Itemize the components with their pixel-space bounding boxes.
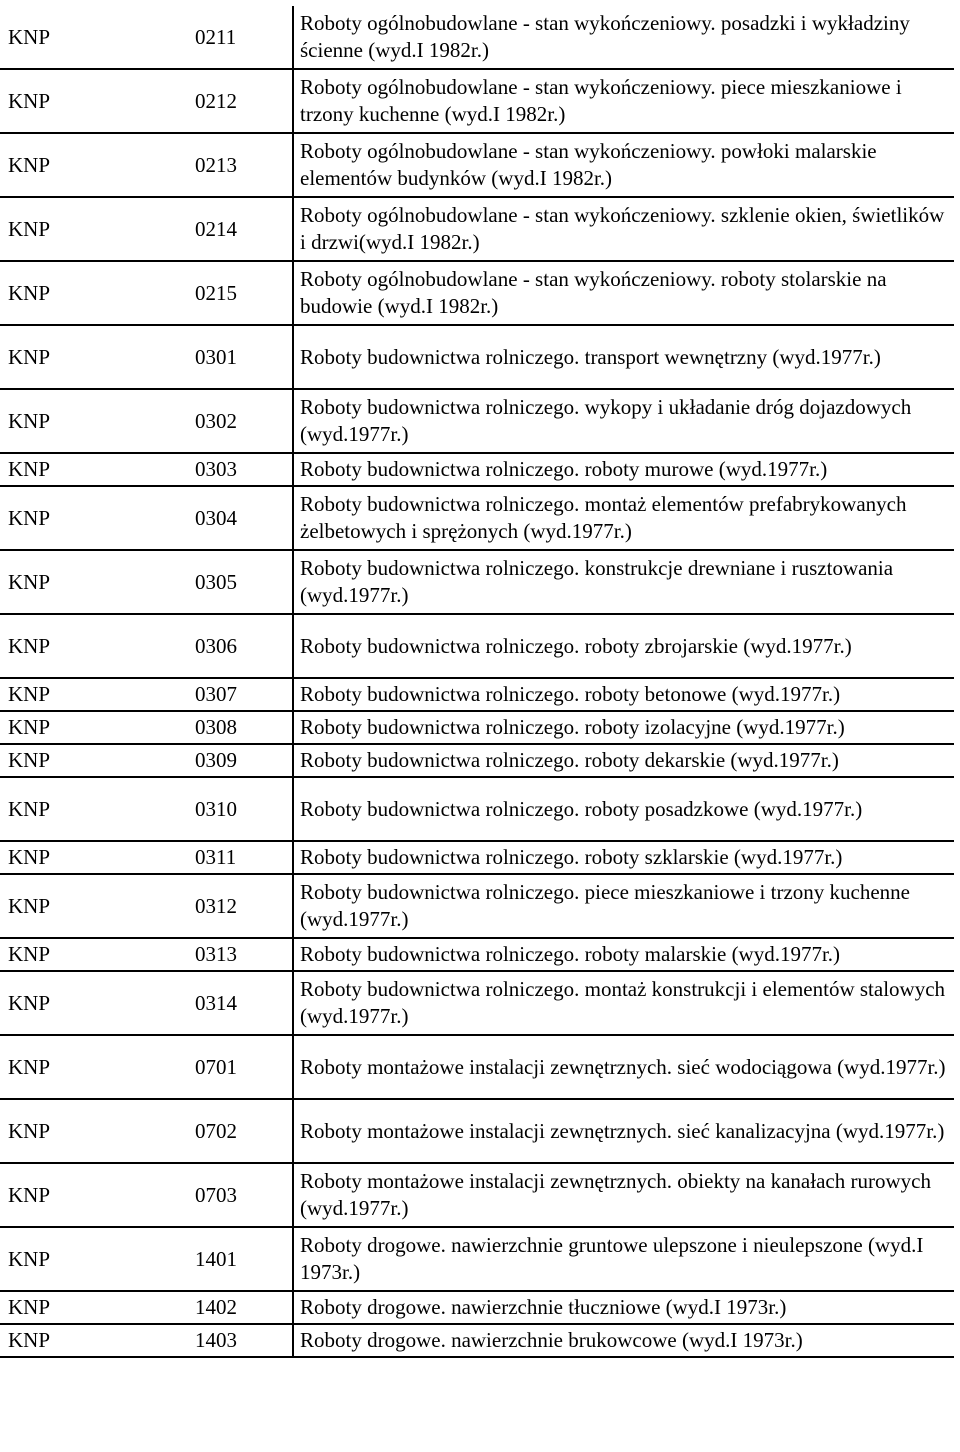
catalogue-type-cell: KNP: [0, 1324, 195, 1357]
catalogue-type-cell: KNP: [0, 6, 195, 69]
catalogue-description-cell: Roboty budownictwa rolniczego. roboty betonowe (wyd.1977r.): [293, 678, 954, 711]
catalogue-type-cell: KNP: [0, 744, 195, 777]
catalogue-code-cell: 0311: [195, 841, 293, 874]
catalogue-code-cell: 0214: [195, 197, 293, 261]
catalogue-code-cell: 0703: [195, 1163, 293, 1227]
table-row: [0, 550, 954, 614]
table-body: [0, 6, 954, 1357]
catalogue-code-cell: 0301: [195, 325, 293, 389]
catalogue-type-cell: KNP: [0, 389, 195, 453]
catalogue-description-cell: Roboty budownictwa rolniczego. roboty posadzkowe (wyd.1977r.): [293, 777, 954, 841]
catalogue-type-cell: KNP: [0, 133, 195, 197]
table-row: [0, 133, 954, 197]
catalogue-description-cell: Roboty montażowe instalacji zewnętrznych. sieć kanalizacyjna (wyd.1977r.): [293, 1099, 954, 1163]
catalogue-description-cell: Roboty ogólnobudowlane - stan wykończeniowy. posadzki i wykładziny ścienne (wyd.I 1982r.): [293, 6, 954, 69]
catalogue-code-cell: 0310: [195, 777, 293, 841]
catalogue-description-cell: Roboty budownictwa rolniczego. roboty zbrojarskie (wyd.1977r.): [293, 614, 954, 678]
table-row: [0, 841, 954, 874]
catalogue-description-cell: Roboty montażowe instalacji zewnętrznych. obiekty na kanałach rurowych (wyd.1977r.): [293, 1163, 954, 1227]
catalogue-code-cell: 0314: [195, 971, 293, 1035]
catalogue-code-cell: 0306: [195, 614, 293, 678]
catalogue-description-cell: Roboty budownictwa rolniczego. konstrukcje drewniane i rusztowania (wyd.1977r.): [293, 550, 954, 614]
catalogue-type-cell: KNP: [0, 777, 195, 841]
table-row: [0, 614, 954, 678]
table-row: [0, 197, 954, 261]
catalogue-code-cell: 1401: [195, 1227, 293, 1291]
catalogue-code-cell: 0213: [195, 133, 293, 197]
catalogue-description-cell: Roboty budownictwa rolniczego. transport wewnętrzny (wyd.1977r.): [293, 325, 954, 389]
table-row: [0, 711, 954, 744]
catalogue-code-cell: 0701: [195, 1035, 293, 1099]
catalogue-type-cell: KNP: [0, 971, 195, 1035]
catalogue-type-cell: KNP: [0, 1163, 195, 1227]
catalogue-description-cell: Roboty drogowe. nawierzchnie gruntowe ulepszone i nieulepszone (wyd.I 1973r.): [293, 1227, 954, 1291]
catalogue-type-cell: KNP: [0, 69, 195, 133]
catalogue-type-cell: KNP: [0, 614, 195, 678]
catalogue-code-cell: 0304: [195, 486, 293, 550]
catalogue-description-cell: Roboty budownictwa rolniczego. roboty izolacyjne (wyd.1977r.): [293, 711, 954, 744]
table-row: [0, 1035, 954, 1099]
catalogue-code-cell: 0312: [195, 874, 293, 938]
table-row: [0, 1163, 954, 1227]
catalogue-description-cell: Roboty drogowe. nawierzchnie brukowcowe (wyd.I 1973r.): [293, 1324, 954, 1357]
catalogue-type-cell: KNP: [0, 261, 195, 325]
catalogue-description-cell: Roboty ogólnobudowlane - stan wykończeniowy. roboty stolarskie na budowie (wyd.I 1982r.): [293, 261, 954, 325]
catalogue-description-cell: Roboty budownictwa rolniczego. piece mieszkaniowe i trzony kuchenne (wyd.1977r.): [293, 874, 954, 938]
catalogue-type-cell: KNP: [0, 874, 195, 938]
catalogue-code-cell: 1403: [195, 1324, 293, 1357]
table-row: [0, 1291, 954, 1324]
table-row: [0, 1099, 954, 1163]
catalogue-description-cell: Roboty budownictwa rolniczego. roboty dekarskie (wyd.1977r.): [293, 744, 954, 777]
catalogue-code-cell: 0215: [195, 261, 293, 325]
catalogue-type-cell: KNP: [0, 486, 195, 550]
table-row: [0, 69, 954, 133]
catalogue-description-cell: Roboty drogowe. nawierzchnie tłuczniowe (wyd.I 1973r.): [293, 1291, 954, 1324]
catalogue-type-cell: KNP: [0, 841, 195, 874]
table-row: [0, 874, 954, 938]
table-row: [0, 453, 954, 486]
table-row: [0, 971, 954, 1035]
catalogue-type-cell: KNP: [0, 1035, 195, 1099]
catalogue-description-cell: Roboty budownictwa rolniczego. roboty malarskie (wyd.1977r.): [293, 938, 954, 971]
table-row: [0, 389, 954, 453]
catalogue-type-cell: KNP: [0, 678, 195, 711]
table-row: [0, 486, 954, 550]
catalogue-type-cell: KNP: [0, 197, 195, 261]
catalogue-description-cell: Roboty ogólnobudowlane - stan wykończeniowy. piece mieszkaniowe i trzony kuchenne (wyd.I 1982r.): [293, 69, 954, 133]
catalogue-type-cell: KNP: [0, 1291, 195, 1324]
table-row: [0, 938, 954, 971]
catalogue-description-cell: Roboty montażowe instalacji zewnętrznych. sieć wodociągowa (wyd.1977r.): [293, 1035, 954, 1099]
catalogue-type-cell: KNP: [0, 1099, 195, 1163]
table-row: [0, 1227, 954, 1291]
knp-catalogue-table: [0, 6, 954, 1358]
catalogue-description-cell: Roboty budownictwa rolniczego. montaż konstrukcji i elementów stalowych (wyd.1977r.): [293, 971, 954, 1035]
catalogue-code-cell: 0313: [195, 938, 293, 971]
catalogue-code-cell: 0702: [195, 1099, 293, 1163]
catalogue-code-cell: 0307: [195, 678, 293, 711]
catalogue-description-cell: Roboty ogólnobudowlane - stan wykończeniowy. powłoki malarskie elementów budynków (wyd.I 1982r.): [293, 133, 954, 197]
catalogue-type-cell: KNP: [0, 711, 195, 744]
catalogue-description-cell: Roboty ogólnobudowlane - stan wykończeniowy. szklenie okien, świetlików i drzwi(wyd.I 1982r.): [293, 197, 954, 261]
catalogue-type-cell: KNP: [0, 453, 195, 486]
catalogue-type-cell: KNP: [0, 1227, 195, 1291]
catalogue-type-cell: KNP: [0, 938, 195, 971]
catalogue-description-cell: Roboty budownictwa rolniczego. roboty szklarskie (wyd.1977r.): [293, 841, 954, 874]
catalogue-type-cell: KNP: [0, 550, 195, 614]
catalogue-code-cell: 0305: [195, 550, 293, 614]
table-row: [0, 261, 954, 325]
catalogue-type-cell: KNP: [0, 325, 195, 389]
catalogue-code-cell: 0309: [195, 744, 293, 777]
table-row: [0, 777, 954, 841]
catalogue-code-cell: 1402: [195, 1291, 293, 1324]
catalogue-code-cell: 0212: [195, 69, 293, 133]
table-row: [0, 1324, 954, 1357]
catalogue-code-cell: 0308: [195, 711, 293, 744]
catalogue-code-cell: 0302: [195, 389, 293, 453]
catalogue-code-cell: 0303: [195, 453, 293, 486]
catalogue-description-cell: Roboty budownictwa rolniczego. wykopy i układanie dróg dojazdowych (wyd.1977r.): [293, 389, 954, 453]
table-row: [0, 744, 954, 777]
catalogue-description-cell: Roboty budownictwa rolniczego. roboty murowe (wyd.1977r.): [293, 453, 954, 486]
table-row: [0, 6, 954, 69]
table-row: [0, 678, 954, 711]
catalogue-description-cell: Roboty budownictwa rolniczego. montaż elementów prefabrykowanych żelbetowych i sprężonych (wyd.1977r.): [293, 486, 954, 550]
catalogue-code-cell: 0211: [195, 6, 293, 69]
table-row: [0, 325, 954, 389]
